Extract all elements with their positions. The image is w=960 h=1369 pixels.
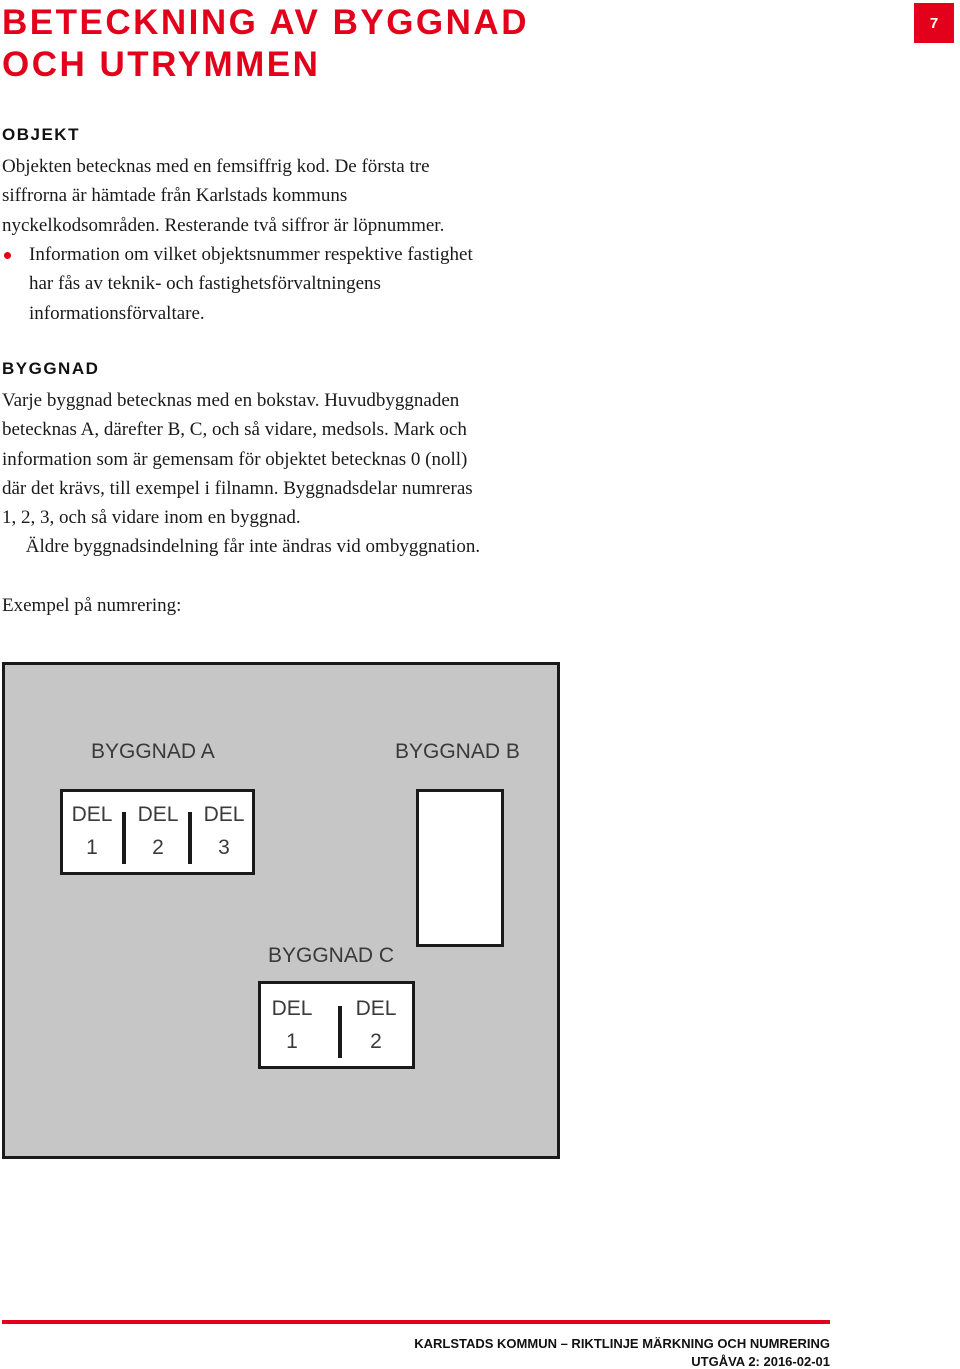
part-label: DEL (137, 803, 179, 826)
byggnad-line: betecknas A, därefter B, C, och så vidare, medsols. Mark och (2, 419, 467, 441)
part-divider (338, 1006, 342, 1058)
objekt-line: nyckelkodsområden. Resterande två siffror är löpnummer. (2, 214, 445, 236)
objekt-line: Objekten betecknas med en femsiffrig kod. De första tre (2, 156, 430, 177)
footer-title: KARLSTADS KOMMUN – RIKTLINJE MÄRKNING OCH NUMRERING (414, 1336, 830, 1351)
objekt-bullet-item (0, 240, 589, 328)
section-heading-byggnad: BYGGNAD (2, 359, 100, 378)
bullet-line: informationsförvaltare. (29, 302, 205, 324)
numbering-diagram (2, 662, 560, 1159)
footer-edition: UTGÅVA 2: 2016-02-01 (691, 1354, 830, 1369)
bullet-line: har fås av teknik- och fastighetsförvaltningens (29, 273, 381, 295)
page-title-line-1: BETECKNING AV BYGGNAD (2, 3, 529, 42)
part-number: 1 (286, 1030, 298, 1053)
building-a-box (60, 789, 255, 875)
byggnad-line: där det krävs, till exempel i filnamn. Byggnadsdelar numreras (2, 477, 473, 499)
byggnad-line: Äldre byggnadsindelning får inte ändras vid ombyggnation. (2, 536, 481, 558)
byggnad-line: 1, 2, 3, och så vidare inom en byggnad. (2, 507, 301, 529)
building-b-box (416, 789, 504, 947)
byggnad-line: information som är gemensam för objektet betecknas 0 (noll) (2, 448, 468, 470)
building-c-label: BYGGNAD C (268, 944, 395, 967)
building-c-part-2 (345, 992, 407, 1058)
objekt-paragraph (2, 152, 444, 240)
building-a-part-2 (127, 798, 189, 864)
bullet-line: Information om vilket objektsnummer respektive fastighet (29, 244, 473, 265)
building-a-part-1 (61, 798, 123, 864)
part-label: DEL (355, 997, 397, 1020)
part-label: DEL (271, 997, 313, 1020)
page-title (2, 2, 529, 86)
part-number: 2 (152, 836, 164, 859)
bullet-dot-icon (4, 252, 11, 259)
example-label: Exempel på numrering: (2, 595, 182, 616)
part-number: 1 (86, 836, 98, 859)
building-c-box (258, 981, 415, 1069)
part-label: DEL (71, 803, 113, 826)
building-a-label: BYGGNAD A (91, 740, 215, 763)
footer-rule (2, 1320, 830, 1324)
byggnad-paragraph (2, 386, 480, 562)
objekt-line: siffrorna är hämtade från Karlstads kommuns (2, 185, 348, 207)
building-c-part-1 (261, 992, 323, 1058)
byggnad-line: Varje byggnad betecknas med en bokstav. Huvudbyggnaden (2, 390, 460, 411)
part-divider (188, 812, 192, 864)
part-number: 3 (218, 836, 230, 859)
part-number: 2 (370, 1030, 382, 1053)
building-a-part-3 (193, 798, 255, 864)
section-heading-objekt: OBJEKT (2, 125, 80, 144)
page-number-badge: 7 (914, 3, 954, 43)
building-b-label: BYGGNAD B (395, 740, 520, 763)
part-divider (122, 812, 126, 864)
page-title-line-2: OCH UTRYMMEN (2, 45, 321, 84)
part-label: DEL (203, 803, 245, 826)
